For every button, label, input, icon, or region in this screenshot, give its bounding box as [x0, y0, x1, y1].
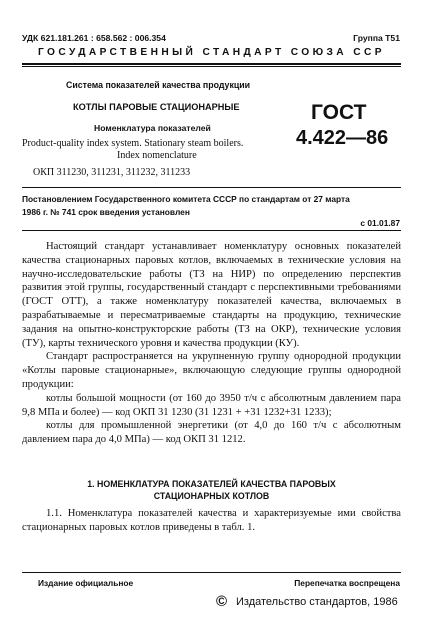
- decree-line2: 1986 г. № 741 срок введения установлен: [22, 207, 190, 217]
- standard-banner: ГОСУДАРСТВЕННЫЙ СТАНДАРТ СОЮЗА ССР: [37, 47, 386, 58]
- paragraph-scope: Настоящий стандарт устанавливает номенклатуру основных показателей качества стационарных паровых котлов, включаемых в технические условия на научно-исследовательские работы (ТЗ на НИР) по определению перспектив развития этой группы, государственный стандарт с перспективными требованиями (ГОСТ ОТТ), а также номенклатуру показателей качества, включаемых в разрабатываемые и пересматриваемые стандарты на продукцию, технические задания на опытно-конструкторские работы (ТЗ на ОКР), технические условия (ТУ), карты технического уровня и качества продукции (КУ).: [22, 241, 401, 349]
- copyright-icon: ©: [216, 593, 228, 610]
- decree-line1: Постановлением Государственного комитета СССР по стандартам от 27 марта: [22, 194, 350, 204]
- document-subtitle: Номенклатура показателей: [94, 123, 211, 133]
- paragraph-high-capacity: котлы большой мощности (от 160 до 3950 т/ч с абсолютным давлением пара 9,8 МПа и более) — код ОКП 31 1230 (31 1231 + +31 1232+31 1233);: [22, 392, 401, 418]
- section-body: [22, 507, 401, 535]
- header-rule-thin: [22, 66, 401, 67]
- document-title: КОТЛЫ ПАРОВЫЕ СТАЦИОНАРНЫЕ: [73, 102, 240, 112]
- english-title-line1: Product-quality index system. Stationary steam boilers.: [22, 138, 244, 149]
- gost-label: ГОСТ: [311, 101, 367, 124]
- effective-date: с 01.01.87: [360, 218, 400, 228]
- gost-number: 4.422—86: [296, 127, 389, 149]
- publisher: Издательство стандартов, 1986: [236, 596, 398, 608]
- english-title-line2: Index nomenclature: [117, 150, 197, 161]
- paragraph-1-1: 1.1. Номенклатура показателей качества и характеризуемые ими свойства стационарных паровых котлов приведены в табл. 1.: [22, 508, 401, 533]
- okp-codes: ОКП 311230, 311231, 311232, 311233: [33, 167, 191, 178]
- paragraph-coverage: Стандарт распространяется на укрупненную группу однородной продукции «Котлы паровые стационарные», включающую следующие группы однородной продукции:: [22, 351, 401, 390]
- system-name: Система показателей качества продукции: [66, 80, 251, 90]
- udk-code: УДК 621.181.261 : 658.562 : 006.354: [22, 33, 166, 43]
- section-heading-line1: 1. НОМЕНКЛАТУРА ПОКАЗАТЕЛЕЙ КАЧЕСТВА ПАРОВЫХ: [87, 479, 336, 489]
- body-intro: [22, 240, 401, 447]
- reprint-prohibited: Перепечатка воспрещена: [294, 578, 400, 588]
- header-rule: [22, 63, 401, 65]
- official-edition: Издание официальное: [38, 578, 134, 588]
- section-heading-line2: СТАЦИОНАРНЫХ КОТЛОВ: [153, 491, 270, 501]
- decree-rule: [22, 230, 401, 231]
- title-rule: [22, 187, 401, 188]
- group-code: Группа Т51: [353, 33, 400, 43]
- footer-rule: [22, 572, 401, 573]
- paragraph-industrial: котлы для промышленной энергетики (от 4,0 до 160 т/ч с абсолютным давлением пара до 4,0 МПа) — код ОКП 31 1212.: [22, 420, 401, 446]
